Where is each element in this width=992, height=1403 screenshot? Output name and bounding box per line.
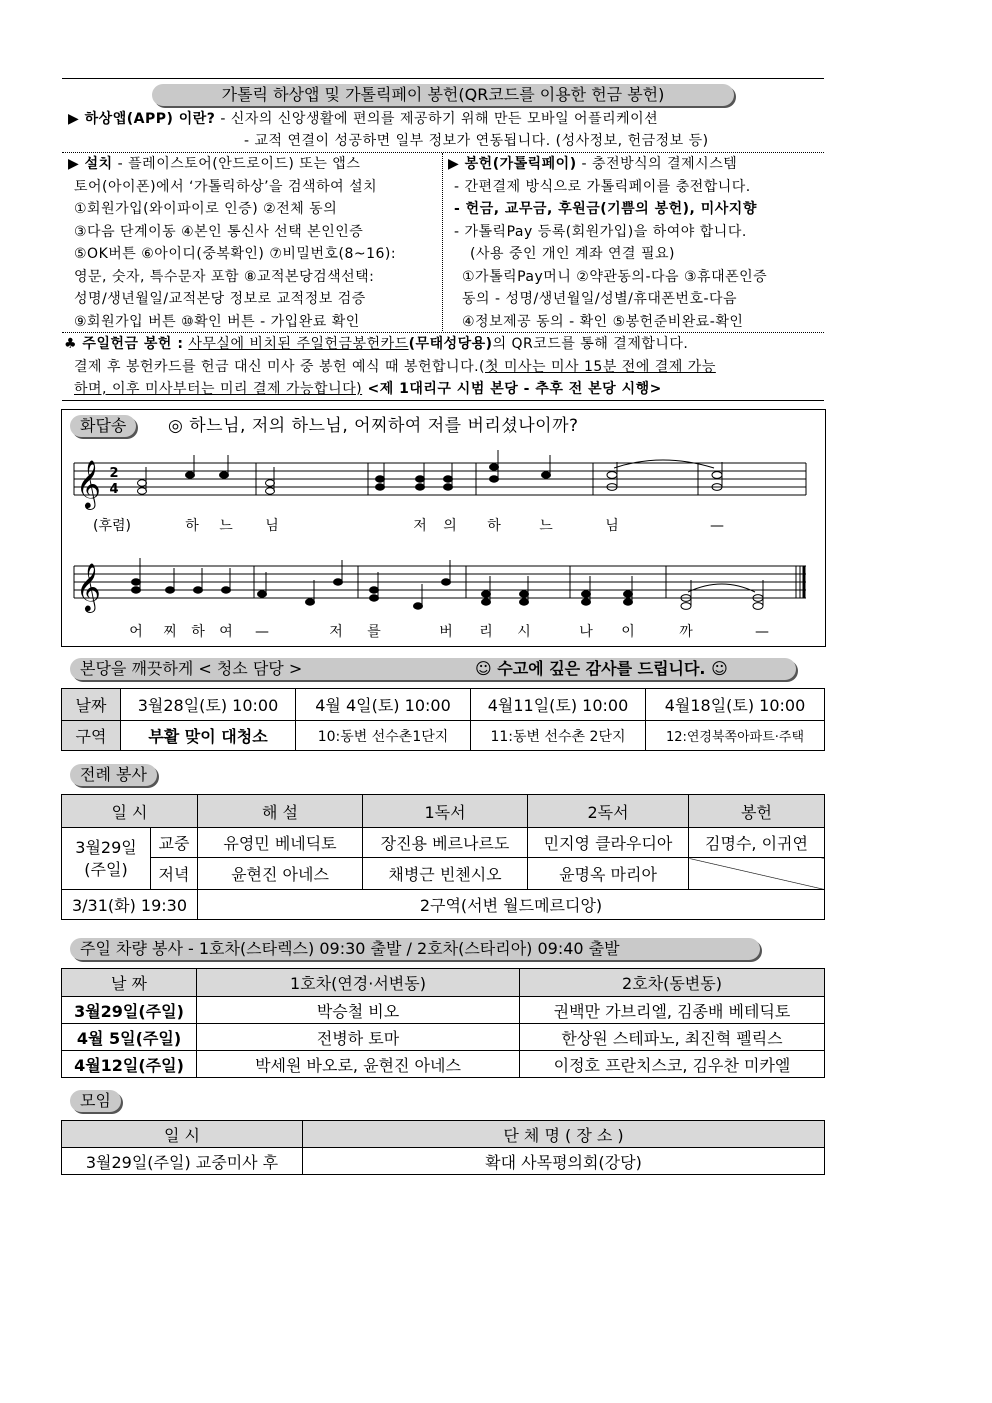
app-section-title: 가톨릭 하상앱 및 가톨릭페이 봉헌(QR코드를 이용한 헌금 봉헌) — [152, 84, 734, 106]
vehicle-car1: 전병하 토마 — [197, 1024, 520, 1051]
cleaning-area: 10:동변 선수촌1단지 — [296, 721, 471, 751]
lyric-2-8: 리 — [479, 624, 493, 640]
vehicle-car2: 이정호 프란치스코, 김우찬 미카엘 — [520, 1051, 825, 1078]
lyric-2-13: — — [755, 624, 769, 640]
vehicle-car1: 박승철 비오 — [197, 997, 520, 1024]
lyric-1-0: (후렴) — [93, 518, 131, 534]
sunday-label: ♣ 주일헌금 봉헌 : — [64, 336, 184, 352]
lyric-1-5: 의 — [443, 518, 457, 534]
lyric-1-7: 느 — [539, 518, 553, 534]
lyric-2-0: 어 — [129, 624, 143, 640]
sunday-line2: 결제 후 봉헌카드를 헌금 대신 미사 중 봉헌 예식 때 봉헌합니다.(첫 미사는 미사 15분 전에 결제 가능 — [74, 359, 716, 375]
psalm-score — [62, 440, 824, 645]
cleaning-table — [61, 688, 825, 751]
liturgy-date: 3월29일 — [75, 837, 137, 857]
date-label: 날짜 — [62, 689, 121, 721]
vehicle-section-title: 주일 차량 봉사 - 1호차(스타렉스) 09:30 출발 / 2호차(스타리아) 09:40 출발 — [70, 938, 760, 960]
vehicle-header: 1호차(연경·서변동) — [197, 969, 520, 997]
lyric-1-4: 저 — [413, 518, 427, 534]
pay-label: ▶ 봉헌(가톨릭페이) — [448, 156, 577, 172]
reading1: 장진용 베르나르도 — [363, 828, 528, 858]
vehicle-header: 날 짜 — [62, 969, 197, 997]
lyric-1-3: 님 — [265, 518, 279, 534]
psalm-symbol: ◎ — [168, 416, 184, 436]
install-label: ▶ 설치 — [68, 156, 113, 172]
app-what-label: ▶ 하상앱(APP) 이란? — [68, 111, 216, 127]
reading1: 채병근 빈첸시오 — [363, 858, 528, 890]
reading2: 민지영 클라우디아 — [528, 828, 689, 858]
lyric-1-2: 느 — [219, 518, 233, 534]
lyric-2-10: 나 — [579, 624, 593, 640]
extra-date: 3/31(화) 19:30 — [62, 890, 198, 920]
liturgy-header: 봉헌 — [689, 795, 825, 828]
lyric-2-9: 시 — [517, 624, 531, 640]
cleaning-area: 12:연경북쪽아파트·주택 — [646, 721, 825, 751]
liturgy-section-title: 전례 봉사 — [70, 764, 157, 786]
reading2: 윤명옥 마리아 — [528, 858, 689, 890]
lyric-2-2: 하 — [191, 624, 205, 640]
meeting-date: 3월29일(주일) 교중미사 후 — [62, 1148, 303, 1175]
cleaning-date: 4월18일(토) 10:00 — [646, 689, 825, 721]
liturgy-header: 2독서 — [528, 795, 689, 828]
svg-text:𝄞: 𝄞 — [76, 562, 101, 611]
psalm-text-line — [168, 414, 579, 438]
offering-empty — [689, 858, 825, 890]
liturgy-header: 해 설 — [198, 795, 363, 828]
cleaning-area: 부활 맞이 대청소 — [121, 721, 296, 751]
liturgy-date-cell — [62, 828, 151, 890]
vehicle-date: 3월29일(주일) — [62, 997, 197, 1024]
app-what-line2: - 교적 연결이 성공하면 일부 정보가 연동됩니다. (성사정보, 헌금정보 등) — [244, 133, 709, 149]
psalm-text: 하느님, 저의 하느님, 어찌하여 저를 버리셨나이까? — [189, 416, 579, 436]
meeting-header: 일 시 — [62, 1121, 303, 1148]
extra-text: 2구역(서변 월드메르디앙) — [198, 890, 825, 920]
lyric-2-12: 까 — [679, 624, 693, 640]
mass-name: 저녁 — [151, 858, 198, 890]
cleaning-section-title — [70, 658, 796, 680]
area-label: 구역 — [62, 721, 121, 751]
vehicle-date: 4월12일(주일) — [62, 1051, 197, 1078]
lyric-1-1: 하 — [185, 518, 199, 534]
commentary: 유영민 베네딕토 — [198, 828, 363, 858]
svg-text:4: 4 — [109, 482, 119, 497]
psalm-label: 화답송 — [70, 415, 136, 437]
cleaning-area: 11:동변 선수촌 2단지 — [471, 721, 646, 751]
dotted-divider-vertical — [442, 153, 443, 331]
lyric-2-5: 저 — [329, 624, 343, 640]
meeting-section-title: 모임 — [70, 1090, 121, 1112]
liturgy-date-sub: (주일) — [84, 859, 128, 879]
vehicle-date: 4월 5일(주일) — [62, 1024, 197, 1051]
cleaning-date: 3월28일(토) 10:00 — [121, 689, 296, 721]
mass-name: 교중 — [151, 828, 198, 858]
vehicle-car1: 박세원 바오로, 윤현진 아네스 — [197, 1051, 520, 1078]
svg-text:𝄞: 𝄞 — [76, 459, 101, 508]
vehicle-header: 2호차(동변동) — [520, 969, 825, 997]
vehicle-car2: 한상원 스테파노, 최진혁 펠릭스 — [520, 1024, 825, 1051]
top-rule — [62, 78, 824, 79]
meeting-group: 확대 사목평의회(강당) — [303, 1148, 825, 1175]
cleaning-date: 4월11일(토) 10:00 — [471, 689, 646, 721]
vehicle-car2: 권백만 가브리엘, 김종배 베테딕토 — [520, 997, 825, 1024]
lyric-1-6: 하 — [487, 518, 501, 534]
lyric-1-9: — — [710, 518, 724, 534]
liturgy-header: 일 시 — [62, 795, 198, 828]
liturgy-table — [61, 794, 825, 920]
app-what-line1: ▶ 하상앱(APP) 이란? - 신자의 신앙생활에 편의를 제공하기 위해 만든 모바일 어플리케이션 — [68, 111, 659, 127]
liturgy-header: 1독서 — [363, 795, 528, 828]
commentary: 윤현진 아네스 — [198, 858, 363, 890]
lyric-2-4: — — [255, 624, 269, 640]
vehicle-table — [61, 968, 825, 1078]
lyric-2-7: 버 — [439, 624, 453, 640]
svg-text:2: 2 — [109, 466, 119, 481]
meeting-table — [61, 1120, 825, 1175]
cleaning-title: 본당을 깨끗하게 < 청소 담당 > — [80, 659, 303, 678]
offering: 김명수, 이귀연 — [689, 828, 825, 858]
meeting-header: 단 체 명 ( 장 소 ) — [303, 1121, 825, 1148]
cleaning-thanks: ☺ 수고에 깊은 감사를 드립니다. ☺ — [475, 659, 728, 678]
cleaning-date: 4월 4일(토) 10:00 — [296, 689, 471, 721]
lyric-2-3: 여 — [219, 624, 233, 640]
sunday-line1: ♣ 주일헌금 봉헌 : 사무실에 비치된 주일헌금봉헌카드(무태성당용)의 QR코드를 통해 결제합니다. — [64, 336, 689, 352]
lyric-2-11: 이 — [621, 624, 635, 640]
lyric-2-1: 찌 — [163, 624, 177, 640]
app-bottom-rule — [62, 400, 824, 401]
lyric-2-6: 를 — [367, 624, 381, 640]
lyric-1-8: 님 — [605, 518, 619, 534]
sunday-line3: 하며, 이후 미사부터는 미리 결제 가능합니다) <제 1대리구 시범 본당 - 추후 전 본당 시행> — [74, 381, 662, 397]
